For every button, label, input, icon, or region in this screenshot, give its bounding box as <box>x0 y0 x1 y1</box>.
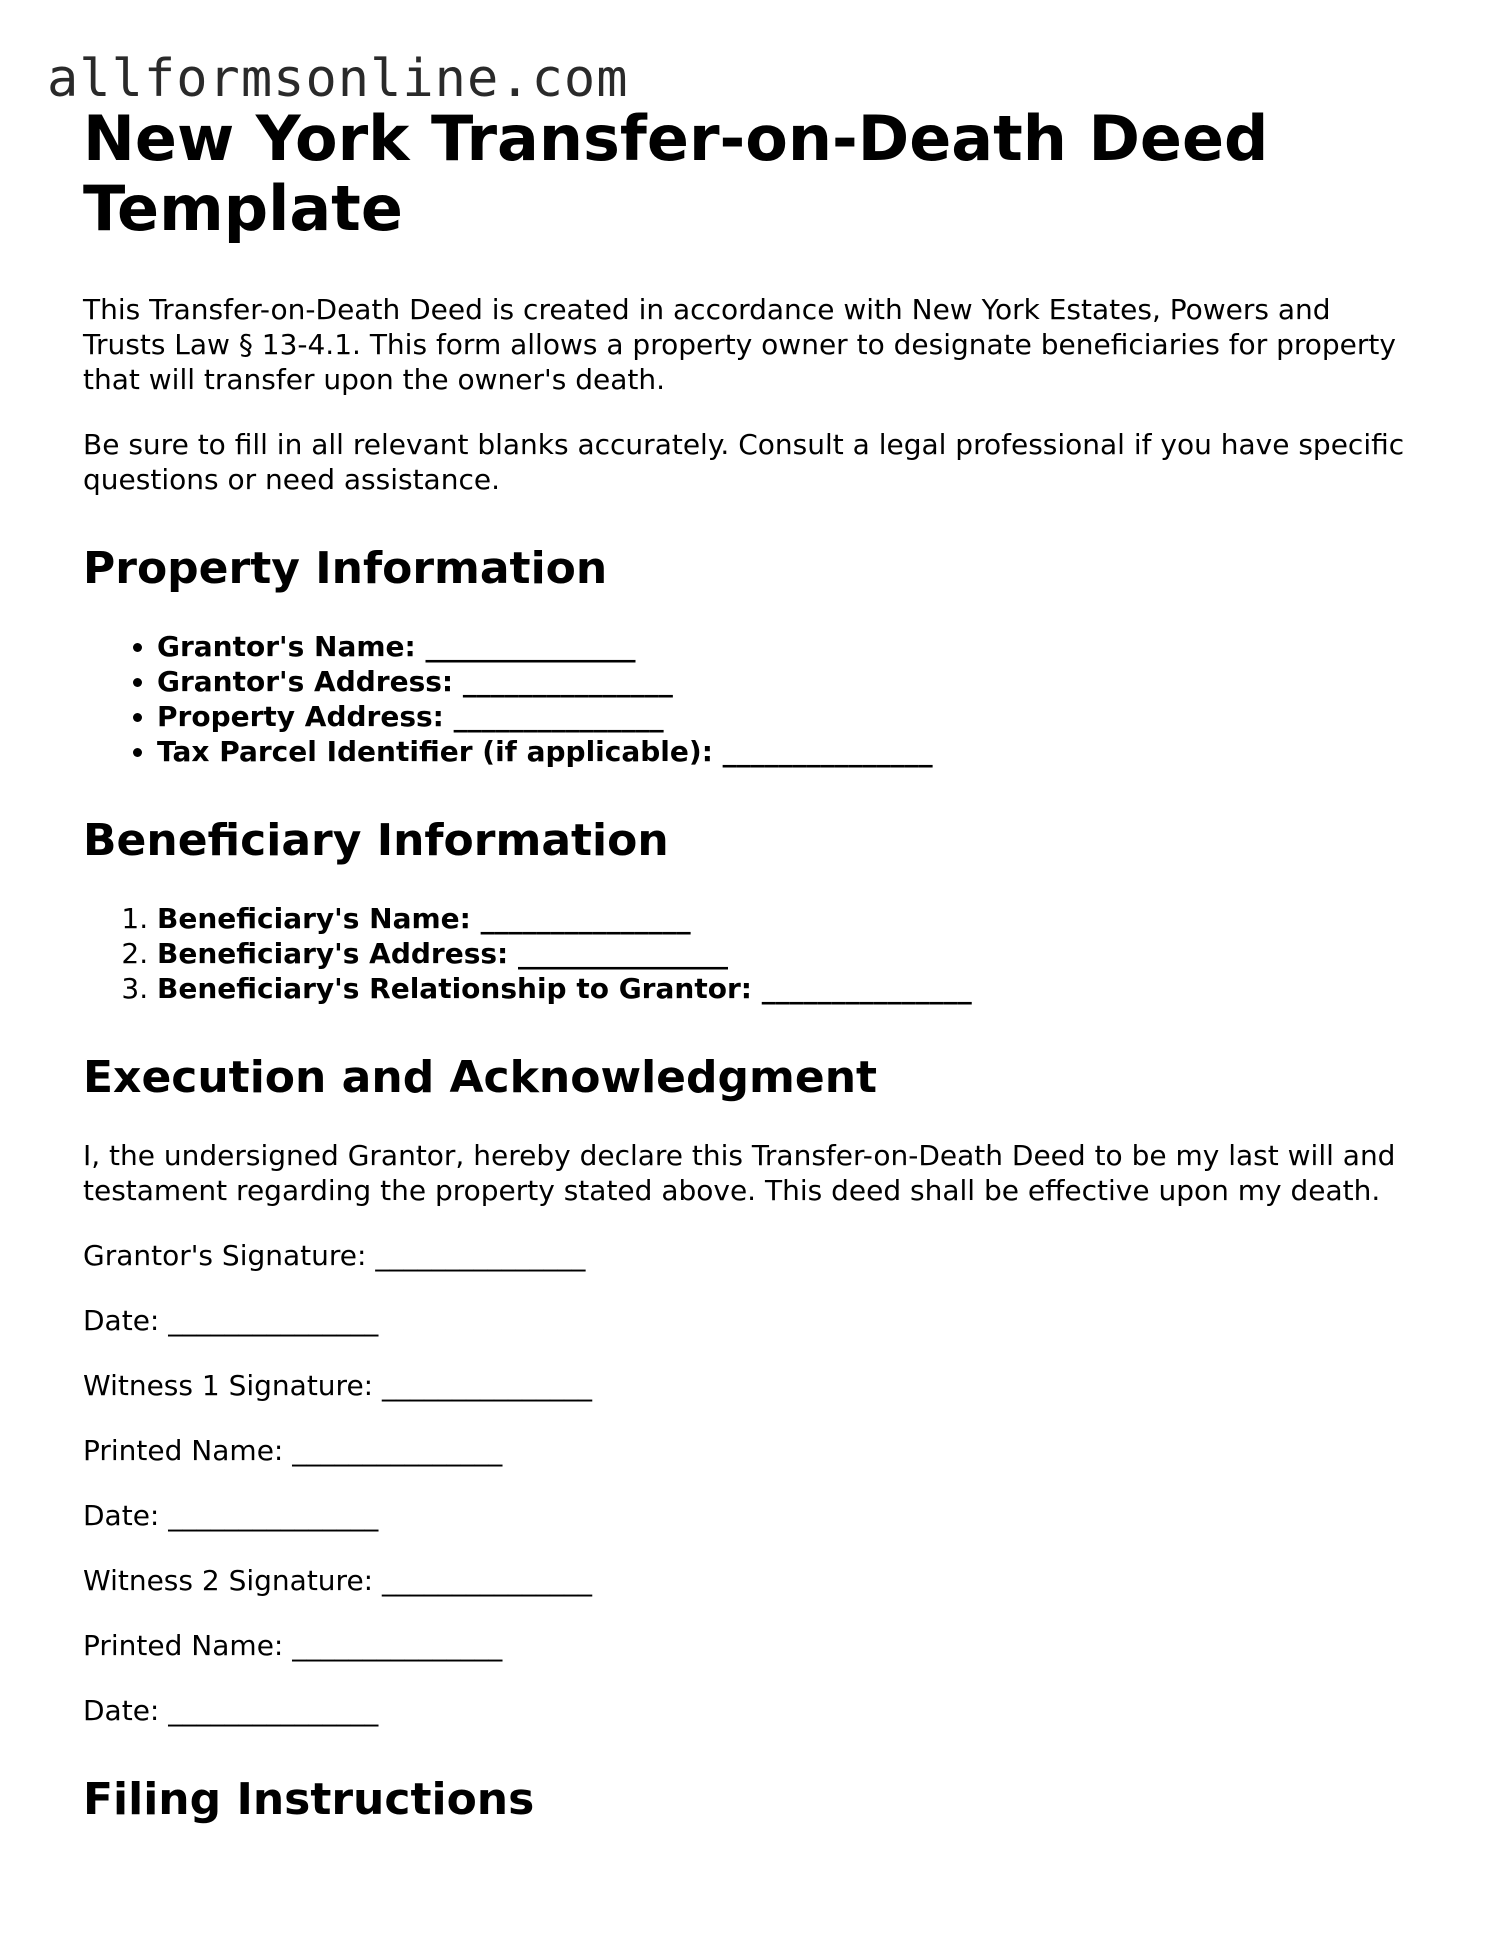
property-address-field: • Property Address: _______________ <box>157 699 1413 734</box>
property-list <box>83 629 1413 769</box>
site-watermark: allformsonline.com <box>47 49 629 109</box>
intro-paragraph: This Transfer-on-Death Deed is created in accordance with New York Estates, Powers and Trusts Law § 13-4.1. This form allows a property owner to designate beneficiaries for property that will transfer upon the owner's death. <box>83 293 1396 396</box>
witness2-date-line: Date: _______________ <box>83 1694 379 1727</box>
declaration-paragraph: I, the undersigned Grantor, hereby declare this Transfer-on-Death Deed to be my last will and testament regarding the property stated above. This deed shall be effective upon my death. <box>83 1139 1396 1207</box>
witness2-signature-line: Witness 2 Signature: _______________ <box>83 1564 593 1597</box>
beneficiary-heading: Beneficiary Information <box>83 815 669 866</box>
instructions-paragraph: Be sure to fill in all relevant blanks accurately. Consult a legal professional if you have specific questions or need assistance. <box>83 428 1405 496</box>
execution-heading: Execution and Acknowledgment <box>83 1052 878 1103</box>
grantor-name-field: • Grantor's Name: _______________ <box>157 629 1413 664</box>
beneficiary-name-field: 1. Beneficiary's Name: _______________ <box>157 901 1413 936</box>
grantor-address-field: • Grantor's Address: _______________ <box>157 664 1413 699</box>
witness1-printed-name-line: Printed Name: _______________ <box>83 1434 503 1467</box>
beneficiary-relationship-field: 3. Beneficiary's Relationship to Grantor: _______________ <box>157 971 1413 1006</box>
grantor-date-line: Date: _______________ <box>83 1304 379 1337</box>
witness1-signature-line: Witness 1 Signature: _______________ <box>83 1369 593 1402</box>
page-title: New York Transfer-on-Death Deed Template <box>83 102 1269 245</box>
grantor-signature-line: Grantor's Signature: _______________ <box>83 1239 586 1272</box>
property-heading: Property Information <box>83 543 608 594</box>
beneficiary-list <box>83 901 1413 1006</box>
witness1-date-line: Date: _______________ <box>83 1499 379 1532</box>
document-page <box>83 104 1413 1860</box>
tax-parcel-field: • Tax Parcel Identifier (if applicable): _______________ <box>157 734 1413 769</box>
beneficiary-address-field: 2. Beneficiary's Address: _______________ <box>157 936 1413 971</box>
witness2-printed-name-line: Printed Name: _______________ <box>83 1629 503 1662</box>
filing-heading: Filing Instructions <box>83 1774 535 1825</box>
